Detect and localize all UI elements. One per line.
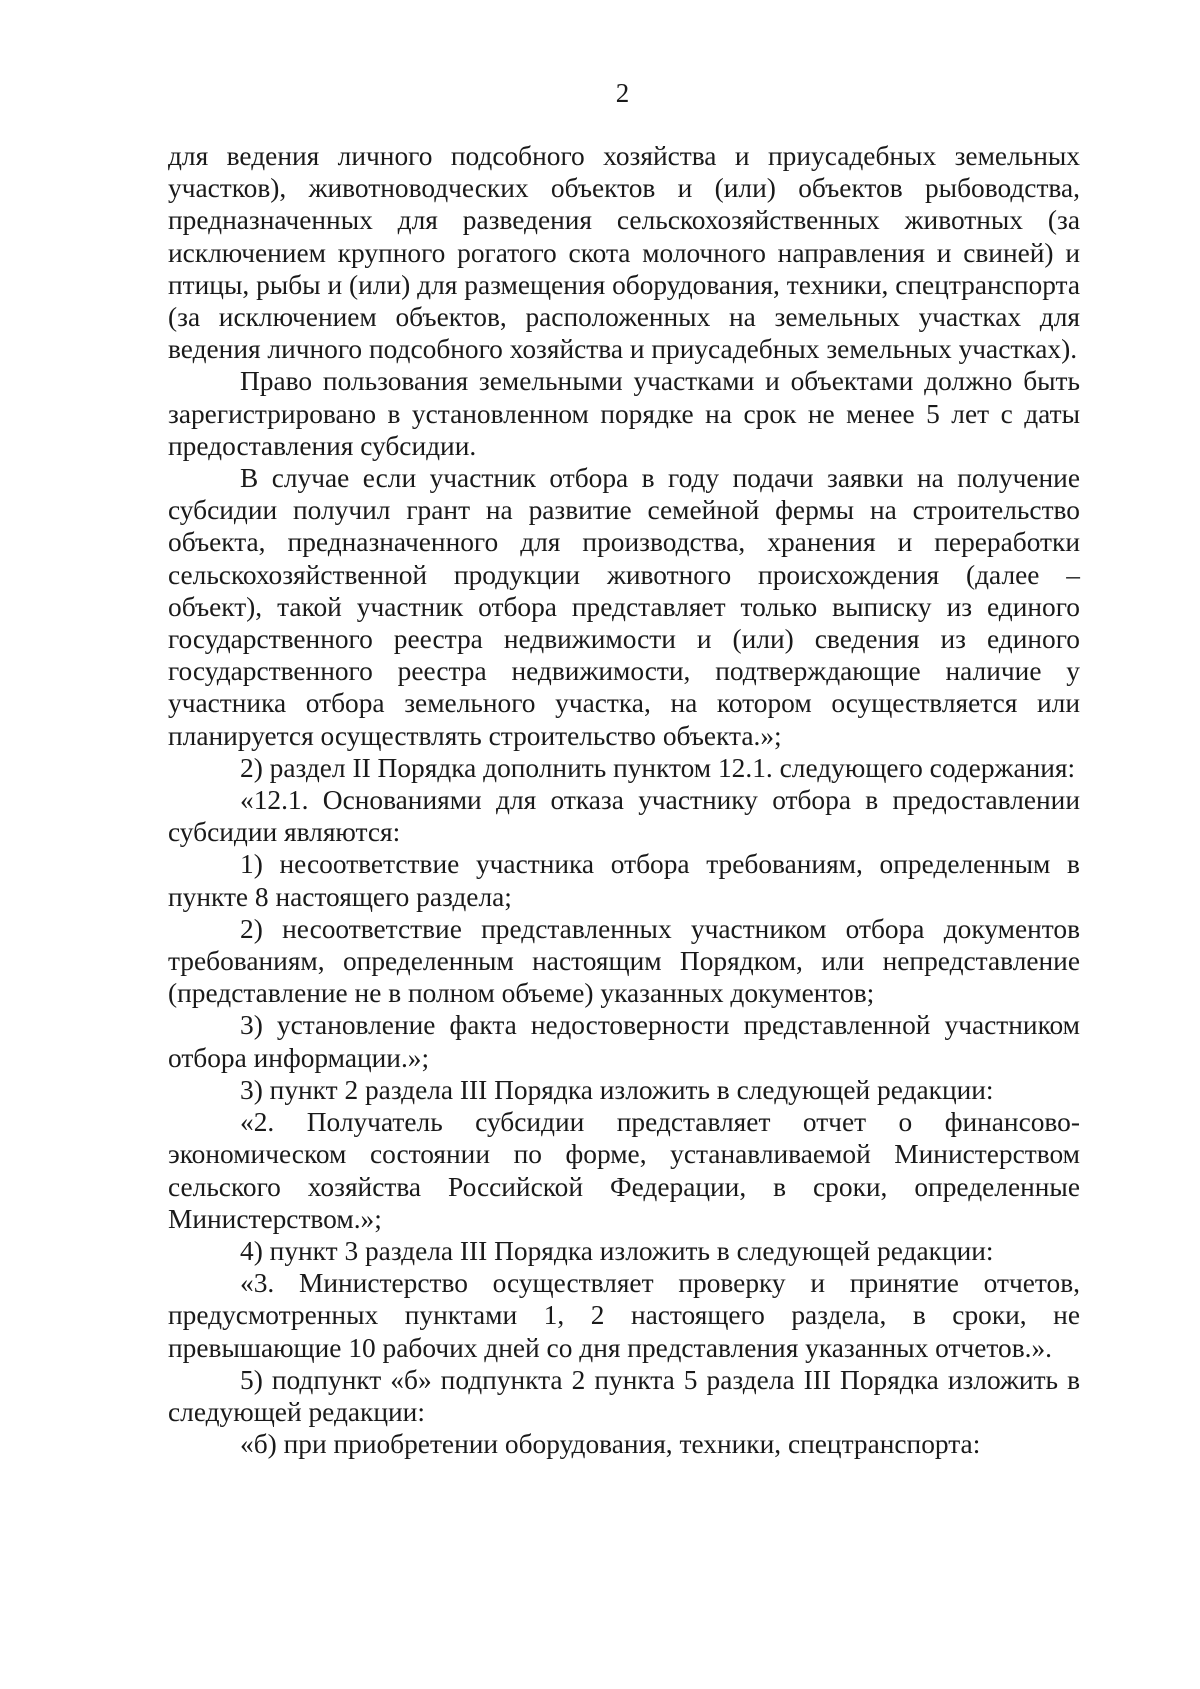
- paragraph-point-2-report: «2. Получатель субсидии представляет отчет о финансово-экономическом состоянии по форме, устанавливаемой Министерством сельского хозяйства Российской Федерации, в сроки, определенные Министерством.»;: [168, 1107, 1080, 1234]
- document-body: [168, 140, 1080, 1460]
- page-number: 2: [615, 78, 630, 108]
- paragraph-point-12-1: «12.1. Основаниями для отказа участнику отбора в предоставлении субсидии являются:: [168, 785, 1080, 848]
- paragraph-land-use-right: Право пользования земельными участками и объектами должно быть зарегистрировано в установленном порядке на срок не менее 5 лет с даты предоставления субсидии.: [168, 366, 1080, 461]
- paragraph-amendment-2: 2) раздел II Порядка дополнить пунктом 12.1. следующего содержания:: [240, 752, 1076, 783]
- paragraph-refusal-ground-3: 3) установление факта недостоверности представленной участником отбора информации.»;: [168, 1010, 1080, 1073]
- paragraph-amendment-3: 3) пункт 2 раздела III Порядка изложить в следующей редакции:: [240, 1074, 994, 1105]
- paragraph-subpoint-b: «б) при приобретении оборудования, техники, спецтранспорта:: [240, 1429, 981, 1460]
- paragraph-family-farm-grant: В случае если участник отбора в году подачи заявки на получение субсидии получил грант на развитие семейной фермы на строительство объекта, предназначенного для производства, хранения и переработки сельскохозяйственной продукции животного происхождения (далее – объект), такой участник отбора представляет только выписку из единого государственного реестра недвижимости и (или) сведения из единого государственного реестра недвижимости, подтверждающие наличие у участника отбора земельного участка, на котором осуществляется или планируется осуществлять строительство объекта.»;: [168, 463, 1080, 751]
- paragraph-continuation: для ведения личного подсобного хозяйства и приусадебных земельных участков), животноводческих объектов и (или) объектов рыбоводства, предназначенных для разведения сельскохозяйственных животных (за исключением крупного рогатого скота молочного направления и свиней) и птицы, рыбы и (или) для размещения оборудования, техники, спецтранспорта (за исключением объектов, расположенных на земельных участках для ведения личного подсобного хозяйства и приусадебных земельных участках).: [168, 141, 1080, 365]
- paragraph-point-3-review: «3. Министерство осуществляет проверку и принятие отчетов, предусмотренных пунктами 1, 2 настоящего раздела, в сроки, не превышающие 10 рабочих дней со дня представления указанных отчетов.».: [168, 1268, 1080, 1363]
- paragraph-refusal-ground-1: 1) несоответствие участника отбора требованиям, определенным в пункте 8 настоящего раздела;: [168, 849, 1080, 912]
- paragraph-amendment-4: 4) пункт 3 раздела III Порядка изложить в следующей редакции:: [240, 1235, 994, 1266]
- paragraph-amendment-5: 5) подпункт «б» подпункта 2 пункта 5 раздела III Порядка изложить в следующей редакции:: [168, 1364, 1080, 1427]
- paragraph-refusal-ground-2: 2) несоответствие представленных участником отбора документов требованиям, определенным настоящим Порядком, или непредставление (представление не в полном объеме) указанных документов;: [168, 913, 1080, 1009]
